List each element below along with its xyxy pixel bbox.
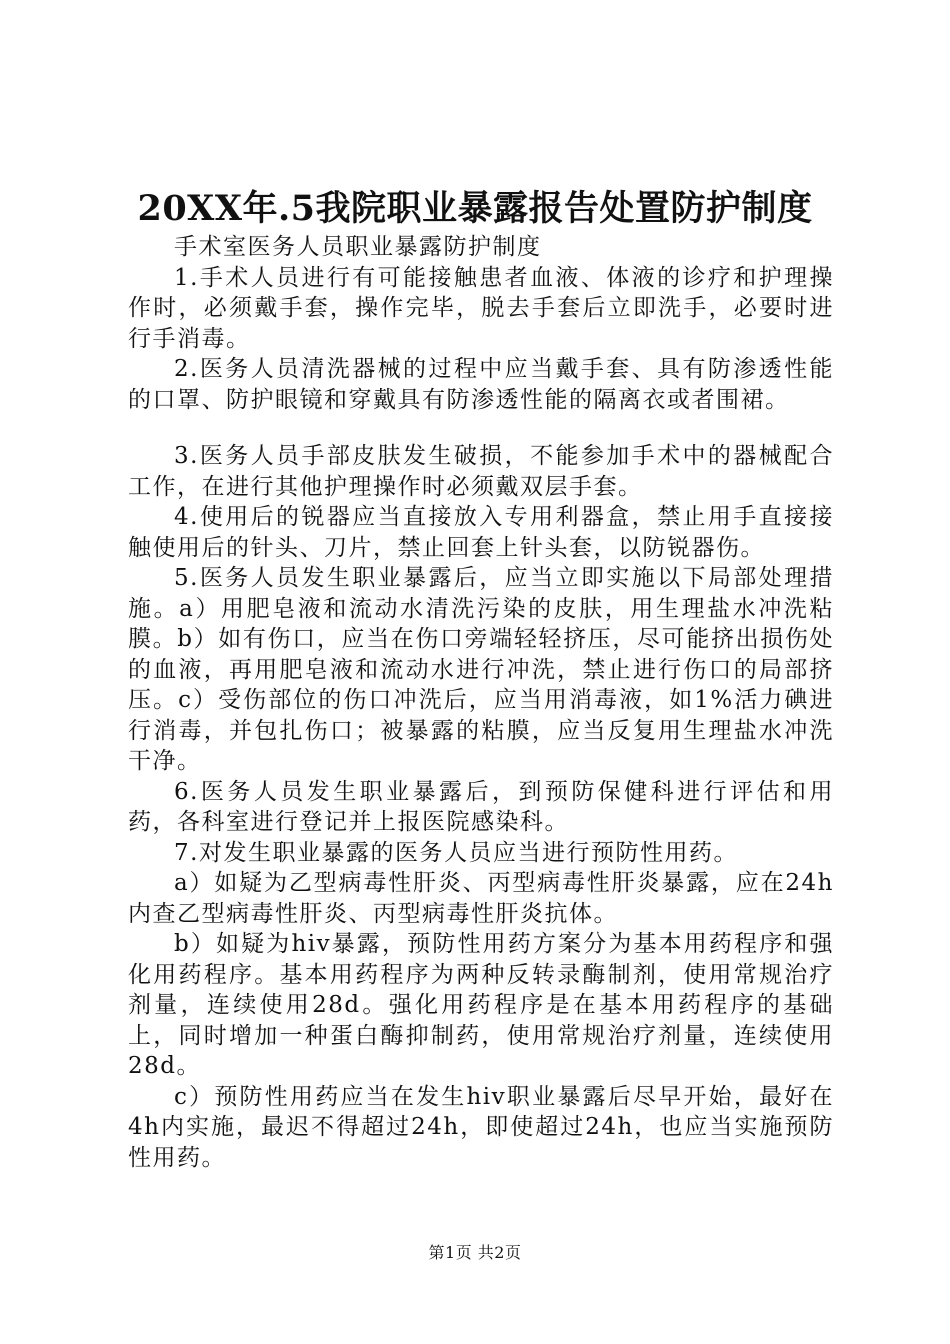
paragraph-item-7: 7.对发生职业暴露的医务人员应当进行预防性用药。	[174, 839, 738, 866]
paragraph-item-6: 6.医务人员发生职业暴露后，到预防保健科进行评估和用药，各科室进行登记并上报医院感染科。	[128, 778, 834, 835]
paragraph-item-1: 1.手术人员进行有可能接触患者血液、体液的诊疗和护理操作时，必须戴手套，操作完毕，脱去手套后立即洗手，必要时进行手消毒。	[128, 264, 834, 352]
paragraph-item-7a: a）如疑为乙型病毒性肝炎、丙型病毒性肝炎暴露，应在24h内查乙型病毒性肝炎、丙型病毒性肝炎抗体。	[128, 870, 834, 927]
paragraph-item-5: 5.医务人员发生职业暴露后，应当立即实施以下局部处理措施。a）用肥皂液和流动水清洗污染的皮肤，用生理盐水冲洗粘膜。b）如有伤口，应当在伤口旁端轻轻挤压，尽可能挤出损伤处的血液，再用肥皂液和流动水进行冲洗，禁止进行伤口的局部挤压。c）受伤部位的伤口冲洗后，应当用消毒液，如1%活力碘进行消毒，并包扎伤口；被暴露的粘膜，应当反复用生理盐水冲洗干净。	[128, 565, 834, 774]
paragraph-item-7b: b）如疑为hiv暴露，预防性用药方案分为基本用药程序和强化用药程序。基本用药程序为两种反转录酶制剂，使用常规治疗剂量，连续使用28d。强化用药程序是在基本用药程序的基础上，同时增加一种蛋白酶抑制药，使用常规治疗剂量，连续使用28d。	[128, 931, 834, 1079]
paragraph-heading: 手术室医务人员职业暴露防护制度	[174, 234, 542, 260]
paragraph-item-4: 4.使用后的锐器应当直接放入专用利器盒，禁止用手直接接触使用后的针头、刀片，禁止回套上针头套，以防锐器伤。	[128, 504, 834, 561]
paragraph-item-2: 2.医务人员清洗器械的过程中应当戴手套、具有防渗透性能的口罩、防护眼镜和穿戴具有防渗透性能的隔离衣或者围裙。	[128, 356, 834, 413]
document-body	[128, 232, 834, 1173]
page-footer: 第1页 共2页	[428, 1243, 522, 1262]
document-title: 20XX年.5我院职业暴露报告处置防护制度	[137, 188, 813, 229]
paragraph-item-3: 3.医务人员手部皮肤发生破损，不能参加手术中的器械配合工作，在进行其他护理操作时必须戴双层手套。	[128, 443, 834, 500]
paragraph-item-7c: c）预防性用药应当在发生hiv职业暴露后尽早开始，最好在4h内实施，最迟不得超过24h，即使超过24h，也应当实施预防性用药。	[128, 1083, 834, 1171]
